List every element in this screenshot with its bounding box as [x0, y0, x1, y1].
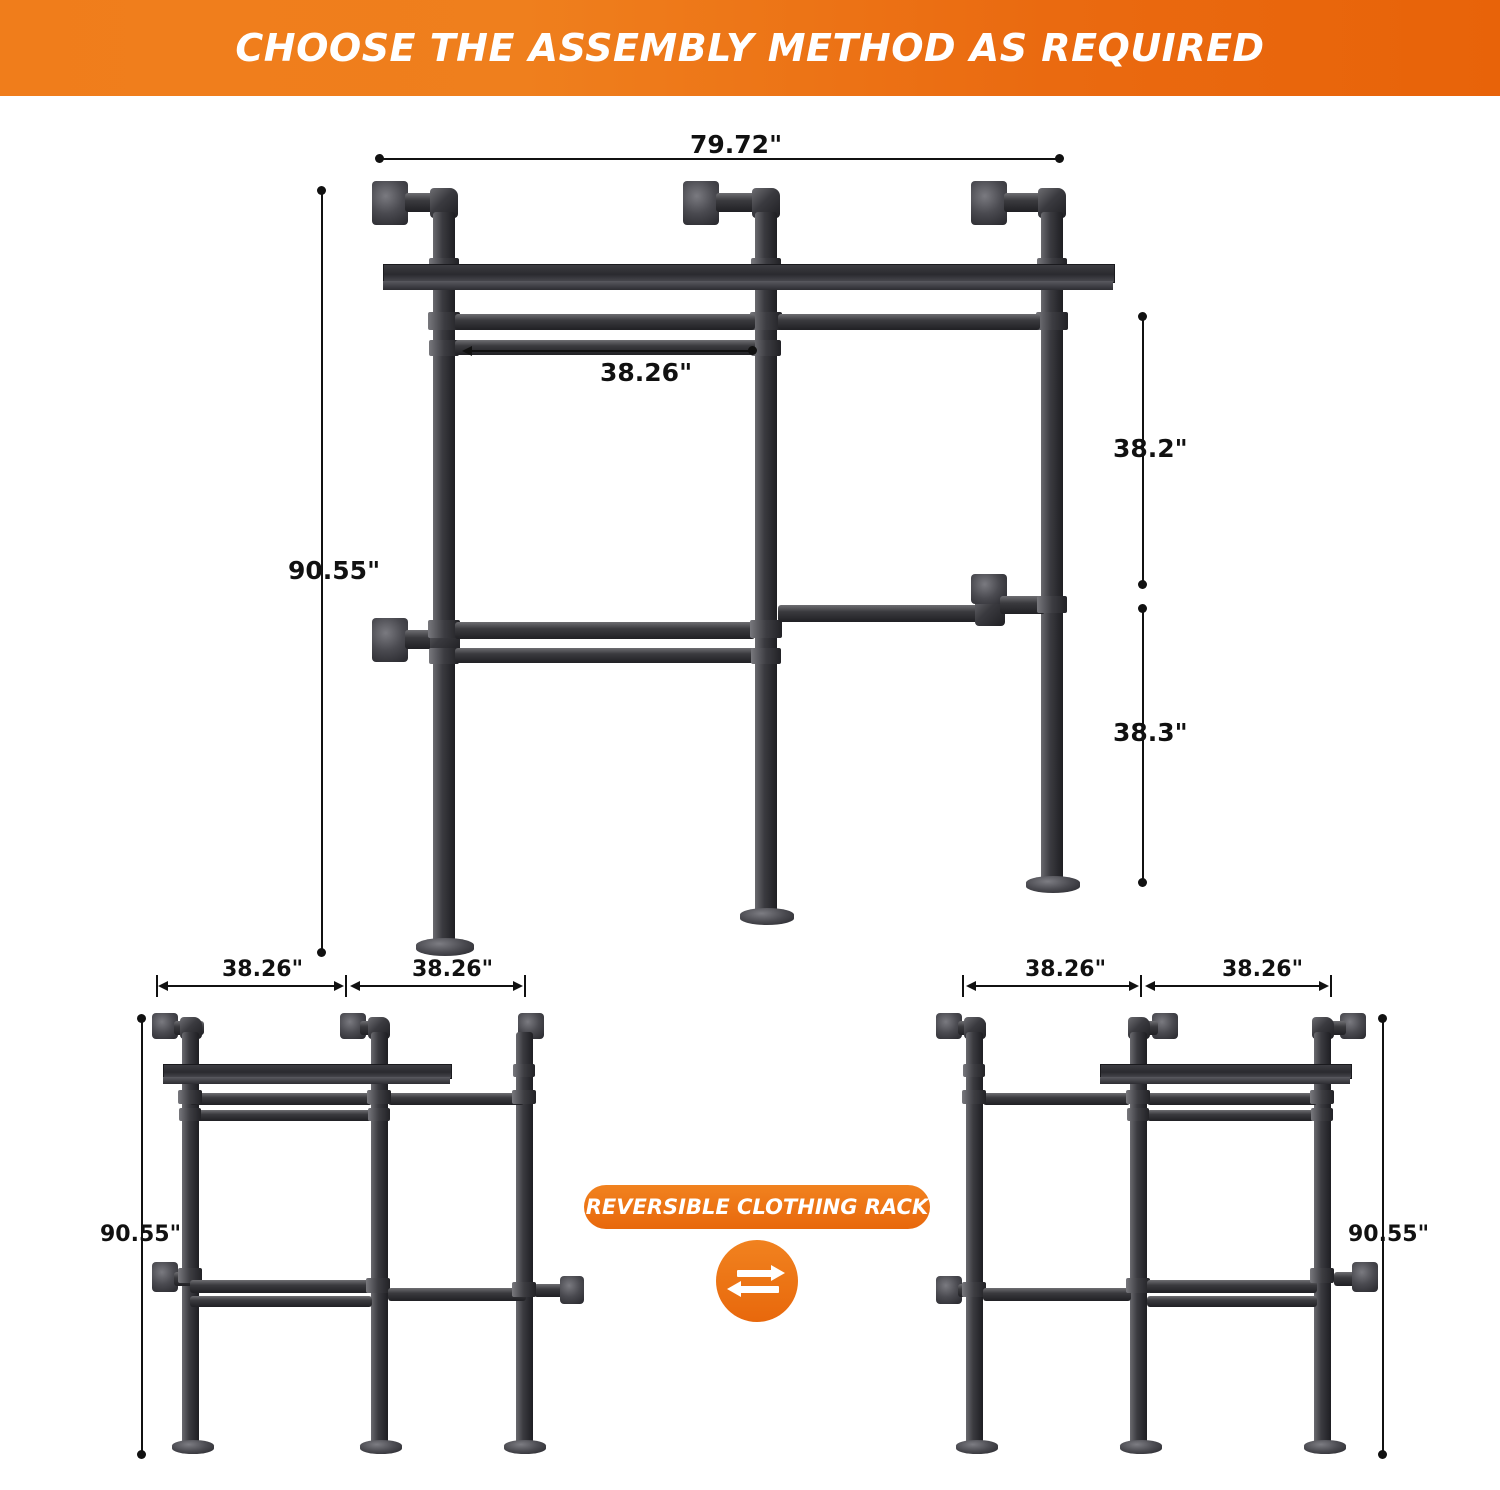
header-banner — [0, 0, 1500, 96]
dim-dot — [1138, 878, 1147, 887]
post-collar — [368, 1108, 390, 1121]
floor-flange-icon — [740, 908, 794, 925]
rail-tee-joint — [962, 1090, 986, 1104]
dim-dot — [1138, 580, 1147, 589]
dim-tick — [345, 975, 347, 997]
dim-dot — [317, 948, 326, 957]
dim-left-section-label: 38.26" — [222, 957, 304, 982]
dim-dot — [1378, 1014, 1387, 1023]
rail-tee-joint — [1036, 312, 1068, 330]
dim-upper-height-label: 38.2" — [1113, 434, 1188, 463]
shelf-edge — [163, 1077, 450, 1084]
dim-line-right-section — [354, 985, 520, 987]
post-collar — [513, 1064, 535, 1077]
dim-arrow — [1319, 981, 1329, 991]
lower-rail-left — [455, 622, 755, 639]
dim-total-height-label: 90.55" — [288, 556, 381, 585]
dim-dot — [1378, 1450, 1387, 1459]
lower-rail-secondary — [190, 1296, 372, 1307]
wall-flange-icon — [1352, 1262, 1378, 1292]
floor-flange-icon — [172, 1440, 214, 1454]
dim-line-section-width — [470, 350, 752, 352]
rail-tee-joint — [366, 1278, 390, 1293]
dim-lower-height-label: 38.3" — [1113, 718, 1188, 747]
upper-rail-secondary — [1147, 1110, 1317, 1121]
wall-flange-icon — [971, 181, 1007, 225]
upper-rail-left — [455, 314, 755, 330]
post-collar — [751, 648, 781, 664]
upper-rail-secondary — [190, 1110, 372, 1121]
dim-height-label: 90.55" — [1348, 1222, 1430, 1247]
lower-rail-secondary — [455, 648, 755, 663]
wall-flange-icon — [560, 1276, 584, 1304]
wall-flange-icon — [372, 181, 408, 225]
rail-tee-joint — [750, 620, 782, 638]
upper-rail-right — [778, 314, 1040, 330]
floor-flange-icon — [1304, 1440, 1346, 1454]
dim-dot — [137, 1450, 146, 1459]
post-collar — [1127, 1108, 1149, 1121]
dim-total-width-label: 79.72" — [690, 130, 783, 159]
floor-flange-icon — [360, 1440, 402, 1454]
dim-right-section-label: 38.26" — [1222, 957, 1304, 982]
dim-arrow — [334, 981, 344, 991]
upper-rail-right — [1147, 1093, 1317, 1105]
post-collar — [1037, 596, 1067, 613]
shelf-edge — [1100, 1077, 1350, 1084]
lower-rail-right — [388, 1288, 526, 1301]
dim-tick — [524, 975, 526, 997]
lower-rail-secondary — [1147, 1296, 1317, 1307]
rail-tee-joint — [1310, 1268, 1334, 1283]
dim-right-section-label: 38.26" — [412, 957, 494, 982]
upper-rail-right — [388, 1093, 524, 1105]
rail-tee-joint — [367, 1090, 391, 1104]
floor-flange-icon — [1120, 1440, 1162, 1454]
dim-line-left-section — [970, 985, 1136, 987]
wall-flange-icon — [372, 618, 408, 662]
dim-section-width-label: 38.26" — [600, 358, 693, 387]
lower-rail-right — [778, 605, 983, 622]
floor-flange-icon — [1026, 876, 1080, 893]
dim-line-right-section — [1149, 985, 1327, 987]
lower-rail-left — [190, 1280, 372, 1293]
swap-arrows-icon — [716, 1240, 798, 1322]
lower-rail-left — [983, 1288, 1131, 1301]
floor-flange-icon — [956, 1440, 998, 1454]
dim-tick — [962, 975, 964, 997]
rail-tee-joint — [178, 1090, 202, 1104]
upper-rail-secondary — [455, 340, 755, 355]
dim-dot — [748, 346, 757, 355]
reversible-badge-label: REVERSIBLE CLOTHING RACK — [585, 1195, 929, 1219]
dim-arrow — [1129, 981, 1139, 991]
reversible-badge — [584, 1185, 930, 1229]
dim-arrow — [513, 981, 523, 991]
dim-tick — [1140, 975, 1142, 997]
floor-flange-icon — [504, 1440, 546, 1454]
lower-rail-right — [1147, 1280, 1317, 1293]
top-shelf-edge — [383, 281, 1113, 290]
dim-left-section-label: 38.26" — [1025, 957, 1107, 982]
page-title: CHOOSE THE ASSEMBLY METHOD AS REQUIRED — [235, 26, 1265, 70]
rail-tee-joint — [512, 1090, 536, 1104]
post-collar — [1311, 1108, 1333, 1121]
wall-flange-icon — [683, 181, 719, 225]
rail-tee-joint — [1126, 1090, 1150, 1104]
post-collar — [179, 1108, 201, 1121]
dim-tick — [1330, 975, 1332, 997]
dim-height-label: 90.55" — [100, 1222, 182, 1247]
post-collar — [512, 1282, 536, 1297]
swap-arrows-glyph — [729, 1264, 785, 1298]
upper-rail-left — [190, 1093, 372, 1105]
dim-dot — [137, 1014, 146, 1023]
dim-dot — [1055, 154, 1064, 163]
dim-line-left-section — [162, 985, 342, 987]
rail-tee-joint — [1310, 1090, 1334, 1104]
upper-rail-left — [983, 1093, 1130, 1105]
floor-flange-icon — [416, 938, 474, 956]
post-collar — [963, 1064, 985, 1077]
